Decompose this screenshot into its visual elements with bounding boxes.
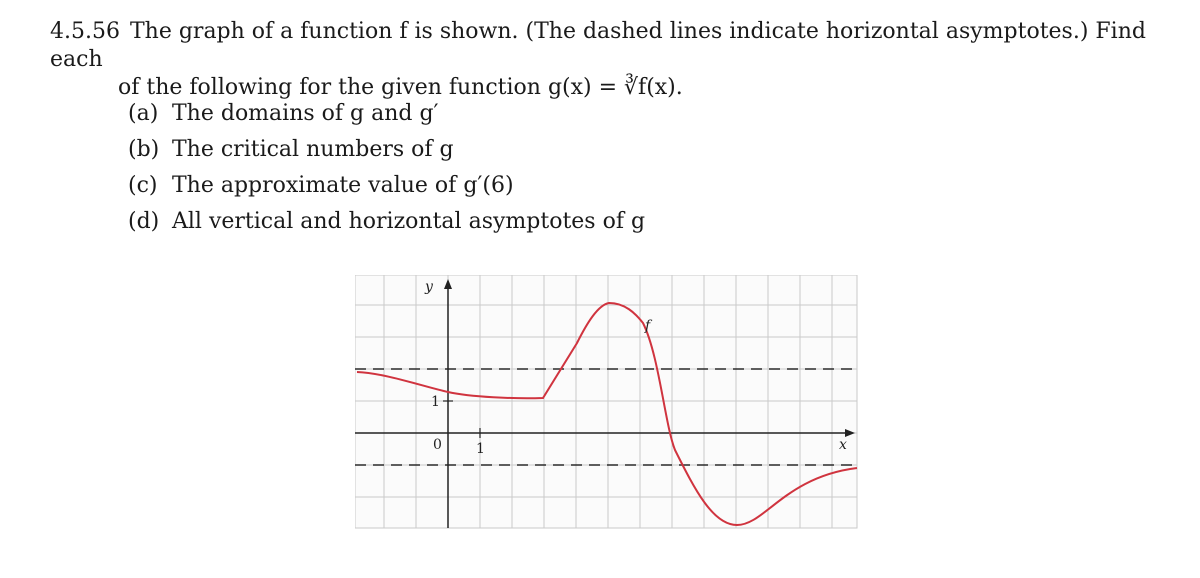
problem-line-2: of the following for the given function g(x) = ∛f(x). [118,75,683,100]
problem-statement [50,18,1160,102]
part-d-text: All vertical and horizontal asymptotes of g [172,209,646,234]
part-c-text: The approximate value of g′(6) [172,173,514,198]
part-b-label: (b) [128,137,160,162]
part-a-text: The domains of g and g′ [172,101,439,126]
question-parts [128,96,645,240]
origin-label: 0 [433,437,442,453]
part-d [128,204,645,240]
part-c-label: (c) [128,173,158,198]
part-a-label: (a) [128,101,159,126]
part-b-text: The critical numbers of g [172,137,454,162]
part-d-label: (d) [128,209,160,234]
part-a [128,96,645,132]
y-axis-label: y [425,279,433,295]
problem-line-1: The graph of a function f is shown. (The dashed lines indicate horizontal asymptotes.) Find each [50,19,1146,72]
problem-number: 4.5.56 [50,19,120,44]
x-axis-label: x [839,437,847,453]
x-tick-label: 1 [476,441,485,457]
part-c [128,168,645,204]
part-b [128,132,645,168]
function-graph [355,275,859,530]
y-tick-label: 1 [431,394,440,410]
function-label: f [645,318,651,334]
